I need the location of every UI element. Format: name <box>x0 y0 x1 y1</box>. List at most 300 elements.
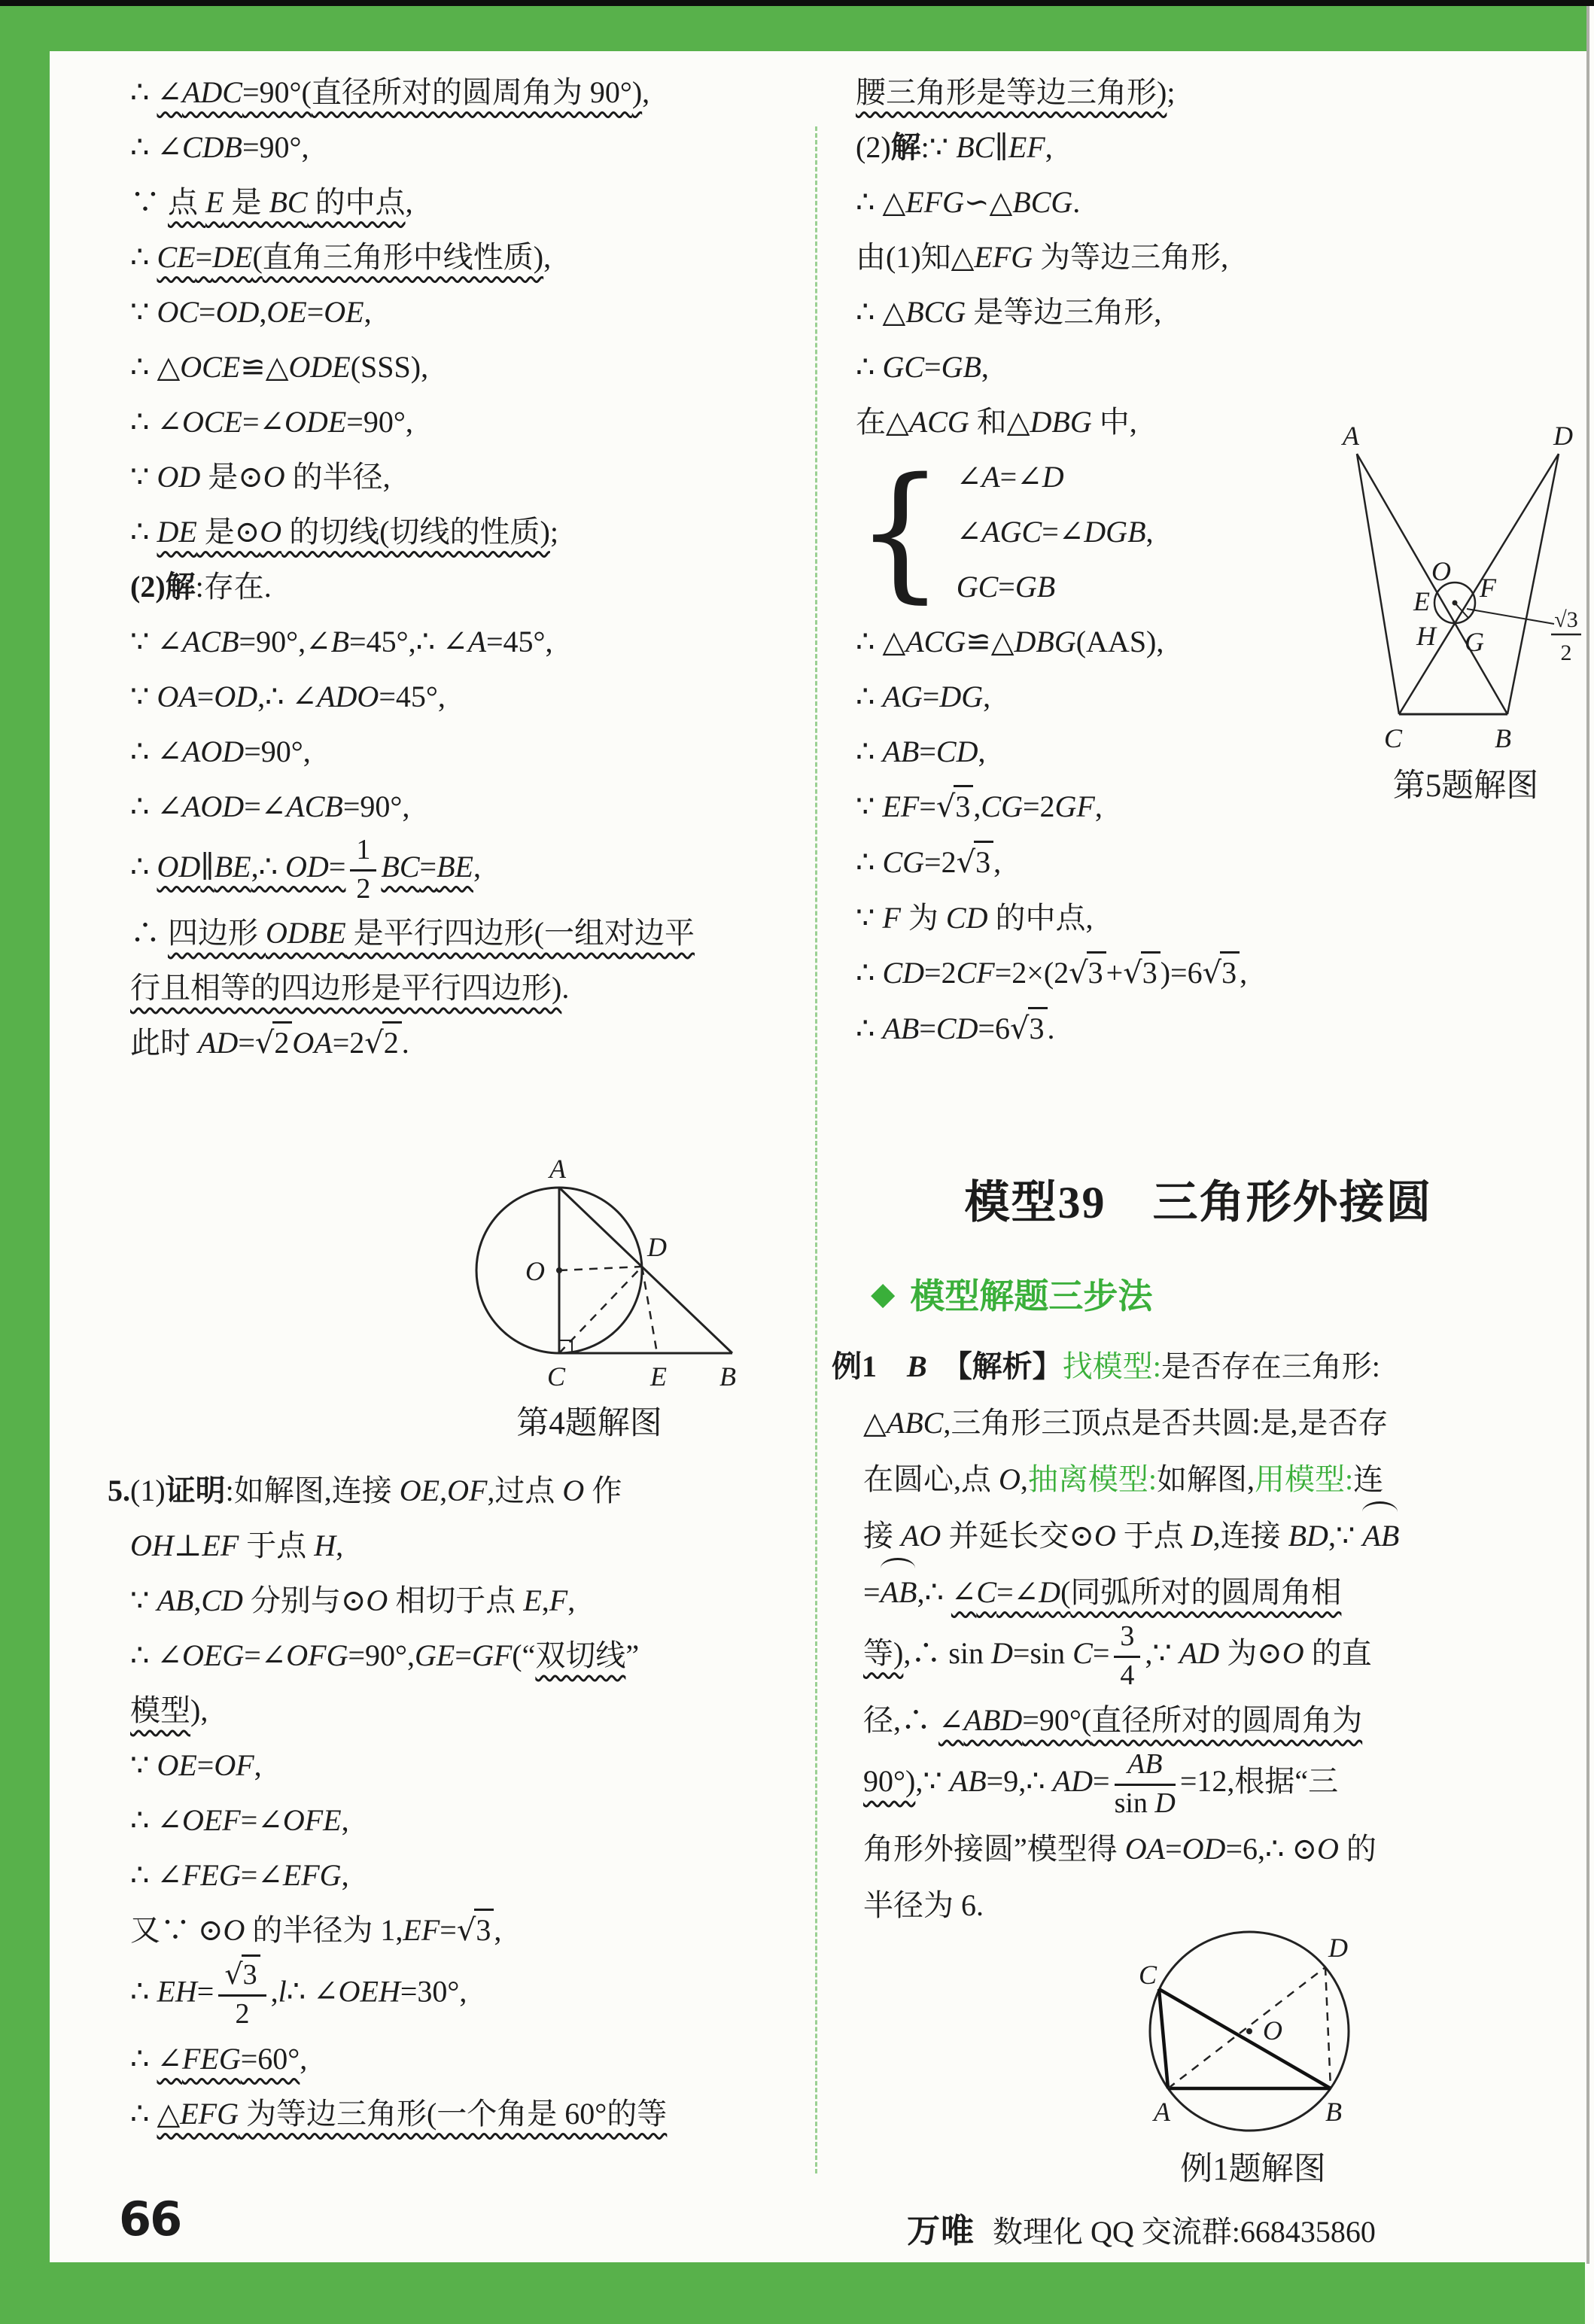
text-segment: AB <box>881 1564 917 1620</box>
text-line <box>832 284 1565 339</box>
text-segment: =6 <box>978 1011 1011 1045</box>
text-segment: , <box>270 1974 278 2009</box>
text-segment: DGB <box>1084 515 1146 549</box>
text-segment: ⊥ <box>173 1529 202 1563</box>
text-segment: AB <box>1127 1748 1163 1781</box>
text-segment: 【解析】 <box>957 1349 1063 1383</box>
text-segment: =30°, <box>400 1974 467 2009</box>
text-segment: EFG <box>180 2096 239 2131</box>
text-segment: 3 <box>1088 956 1103 990</box>
text-segment: 3 <box>476 1913 491 1948</box>
text-line <box>832 175 1565 230</box>
text-segment: = <box>328 849 346 884</box>
text-segment: 3 <box>975 845 991 879</box>
text-segment: ≌△ <box>966 625 1015 659</box>
text-segment: 的半径为 1, <box>245 1913 403 1948</box>
text-segment: BCG <box>1012 185 1073 219</box>
text-segment: , <box>993 845 1002 879</box>
text-line <box>832 1395 1565 1451</box>
green-frame-top <box>0 6 1586 51</box>
text-segment: ∵ <box>130 680 157 713</box>
text-segment: 3 <box>1120 1620 1135 1652</box>
text-segment: , <box>341 1858 349 1893</box>
text-segment: ∵ <box>130 185 168 219</box>
text-segment: O <box>366 1583 388 1618</box>
text-segment: ACG <box>908 405 969 439</box>
text-line <box>832 1507 1565 1564</box>
text-segment: O <box>1094 1519 1116 1553</box>
text-segment: ∵ <box>130 1583 157 1618</box>
text-line <box>108 1848 811 1903</box>
label-O: O <box>525 1256 545 1287</box>
text-segment: ACB <box>286 789 343 823</box>
text-segment: √3 <box>457 1913 494 1947</box>
text-segment: AD <box>198 1026 239 1060</box>
text-segment: 由(1)知△ <box>856 240 975 274</box>
text-segment: =90°, <box>348 1638 415 1673</box>
figure-problem5-drawing <box>1336 422 1594 757</box>
text-segment: ,连接 <box>1212 1519 1288 1553</box>
text-segment: ,∴ ∠ <box>257 680 318 713</box>
text-line <box>108 449 811 504</box>
text-segment: =∠ <box>996 1575 1039 1609</box>
text-segment: CD <box>935 1011 978 1045</box>
text-segment: ∥ <box>200 849 214 884</box>
crossing-lines <box>1357 454 1559 714</box>
text-segment: , <box>193 1583 202 1618</box>
text-segment: O <box>1316 1831 1339 1866</box>
text-segment: CF <box>956 956 995 990</box>
text-segment: = <box>196 680 214 713</box>
text-segment: 例1 <box>832 1349 877 1383</box>
text-segment: =45°,∴ ∠ <box>349 625 468 659</box>
text-segment: BC <box>269 185 308 219</box>
callout-line <box>1467 609 1554 624</box>
text-segment: √3 <box>957 845 994 879</box>
text-line <box>108 905 811 960</box>
text-segment: 于点 <box>239 1529 315 1563</box>
text-segment: 直角三角形中线性质 <box>262 240 534 274</box>
text-segment: D <box>1154 1787 1176 1820</box>
text-segment: √3 <box>936 789 974 823</box>
text-segment: 的直 <box>1303 1635 1372 1670</box>
model-method-label: 模型解题三步法 <box>910 1277 1153 1316</box>
text-segment: ∴ ∠ <box>286 1974 339 2009</box>
text-segment: =60° <box>240 2041 300 2076</box>
frac-numerator: √3 <box>1554 607 1578 632</box>
text-segment: F <box>549 1583 568 1618</box>
text-segment: 直径所对的圆周角为 <box>1091 1703 1363 1738</box>
text-segment: 的中点 <box>307 185 406 219</box>
text-segment: AOD <box>181 735 245 768</box>
text-segment: = <box>919 789 936 823</box>
text-segment: ∴ <box>856 680 883 713</box>
text-segment: AB <box>157 1583 194 1618</box>
text-segment: EFG <box>282 1858 342 1893</box>
text-segment: OF <box>214 1748 254 1783</box>
text-segment: , <box>405 185 413 219</box>
text-segment: 是否存在三角形: <box>1161 1349 1380 1383</box>
text-segment: AB <box>882 1011 920 1045</box>
text-segment: 又∵ ⊙ <box>130 1913 224 1948</box>
text-segment: , <box>1094 789 1103 823</box>
text-segment: = <box>922 680 940 713</box>
text-segment: , <box>494 1913 502 1948</box>
text-segment: =∠ <box>999 460 1042 494</box>
text-segment: 相切于点 <box>388 1583 524 1618</box>
text-segment: + <box>1106 956 1124 990</box>
figure-problem4-caption: 第4题解图 <box>516 1406 662 1442</box>
text-segment: (2) <box>130 570 166 604</box>
text-segment: = <box>1093 1764 1110 1799</box>
text-segment: = <box>440 1913 457 1948</box>
text-segment: 找模型 <box>1062 1349 1153 1383</box>
text-segment: ∴ <box>856 1011 883 1045</box>
text-segment: =45°, <box>486 625 553 659</box>
text-segment: BC <box>956 130 995 164</box>
text-segment: , <box>300 2041 308 2076</box>
text-segment: AOD <box>181 789 245 823</box>
text-segment: B <box>907 1349 927 1383</box>
text-segment: , <box>341 1803 349 1838</box>
text-line <box>108 1738 811 1793</box>
text-segment <box>218 1958 266 2030</box>
text-segment: 抽离模型 <box>1027 1462 1148 1496</box>
text-segment: ,∴ <box>251 849 286 884</box>
text-segment: =90°, <box>242 130 309 164</box>
text-segment: 3 <box>1142 956 1157 990</box>
text-segment: = <box>199 295 216 329</box>
text-segment: ∴ <box>856 735 883 768</box>
text-segment: ,∴ sin <box>903 1635 992 1670</box>
text-segment: OFG <box>286 1638 348 1673</box>
system-brace: { <box>856 446 945 617</box>
text-segment: ), <box>190 1693 208 1728</box>
text-segment: 同弧所对的圆周角相 <box>1070 1575 1342 1609</box>
text-segment <box>1114 1620 1140 1692</box>
label-C: C <box>1139 1959 1157 1990</box>
figure-problem5-caption: 第5题解图 <box>1392 768 1539 804</box>
text-segment: 2 <box>383 1026 399 1060</box>
text-segment: 证明 <box>165 1474 226 1508</box>
text-segment: AGC <box>981 515 1042 549</box>
text-segment: ∴ <box>856 350 883 384</box>
text-segment: ∠ <box>938 1703 964 1738</box>
text-segment: OD <box>157 849 201 884</box>
text-segment: ∴ <box>130 849 157 884</box>
text-segment: GF <box>1054 789 1095 823</box>
text-segment: ∠ <box>157 75 182 109</box>
text-line <box>108 669 811 724</box>
circle-and-triangle <box>476 1188 732 1353</box>
text-segment: ∠ <box>951 1575 977 1609</box>
text-segment: √2 <box>255 1026 293 1060</box>
text-segment: OEF <box>181 1803 241 1838</box>
text-segment: CD <box>945 901 988 935</box>
text-segment: C <box>976 1575 997 1609</box>
text-segment: =45°, <box>379 680 446 713</box>
figure-problem4-drawing <box>409 1146 770 1395</box>
text-line <box>832 120 1565 175</box>
text-line <box>832 1564 1565 1620</box>
text-segment: , <box>978 735 986 768</box>
text-segment: 1 <box>356 834 371 865</box>
text-segment: E <box>523 1583 542 1618</box>
text-segment: , <box>254 1748 262 1783</box>
text-segment: OE <box>266 295 307 329</box>
text-segment: OD <box>285 849 329 884</box>
center-dot <box>1246 2028 1252 2034</box>
model-39-title: 模型39 三角形外接圆 <box>964 1178 1433 1227</box>
text-segment: = <box>919 735 936 768</box>
text-segment: =90°, <box>244 735 311 768</box>
frac-denominator: 2 <box>1560 640 1572 665</box>
text-line <box>108 284 811 339</box>
text-segment: =6,∴ ⊙ <box>1225 1831 1317 1866</box>
text-segment: : <box>1148 1462 1157 1496</box>
label-B: B <box>1325 2096 1342 2127</box>
text-segment: 为等边三角形, <box>1033 240 1229 274</box>
text-line <box>832 1451 1565 1507</box>
text-segment: = <box>306 295 324 329</box>
text-line <box>108 2086 811 2141</box>
text-segment: ∵ <box>130 460 157 494</box>
sqrt3-over-2-label <box>1551 607 1581 665</box>
text-line <box>108 230 811 284</box>
text-segment: ∴ ∠ <box>130 735 182 768</box>
text-segment: ∴ △ <box>856 185 906 219</box>
figure-problem4 <box>409 1146 770 1446</box>
text-segment: ∴ <box>130 916 168 951</box>
text-segment: 点 <box>168 185 205 219</box>
text-segment: : <box>1152 1349 1161 1383</box>
text-segment: :存在. <box>195 570 272 604</box>
text-segment: 径,∴ <box>863 1703 938 1738</box>
text-segment: DG <box>939 680 984 713</box>
text-line <box>108 1518 811 1573</box>
text-line <box>108 120 811 175</box>
text-segment: OE <box>324 295 364 329</box>
text-segment: 5. <box>108 1474 130 1508</box>
text-segment <box>877 1349 907 1383</box>
text-segment: ∴ <box>130 2096 157 2131</box>
text-segment: DBG <box>1014 625 1076 659</box>
text-segment: 3 <box>955 789 971 823</box>
text-segment: 并延长交⊙ <box>941 1519 1094 1553</box>
text-segment: , <box>259 295 267 329</box>
text-segment: 2 <box>235 1998 250 2030</box>
text-segment: △ <box>863 1406 887 1440</box>
text-segment: BC <box>381 849 420 884</box>
text-line <box>832 230 1565 284</box>
text-segment: =9,∴ <box>986 1764 1053 1799</box>
text-line <box>832 1821 1565 1877</box>
text-segment: ∴ ∠ <box>130 130 182 164</box>
text-segment: 连 <box>1353 1462 1384 1496</box>
text-segment: 分别与⊙ <box>242 1583 367 1618</box>
text-line <box>108 1793 811 1848</box>
text-line <box>832 1748 1565 1820</box>
text-segment: EFG <box>905 185 964 219</box>
text-segment: OH <box>130 1529 174 1563</box>
text-segment: =sin <box>1012 1635 1073 1670</box>
label-D: D <box>1328 1932 1348 1963</box>
label-A: A <box>549 1154 566 1185</box>
text-segment: ∴ <box>856 956 883 990</box>
text-segment: C <box>1072 1635 1093 1670</box>
left-column <box>108 48 811 2141</box>
text-segment: , <box>1020 1462 1028 1496</box>
text-segment: 的切线(切线的性质) <box>281 515 550 549</box>
text-segment <box>350 834 376 905</box>
text-segment: ∠ <box>956 515 982 549</box>
green-frame-bottom <box>0 2262 1585 2324</box>
text-segment: 腰三角形是等边三角形) <box>856 75 1167 109</box>
text-segment: . <box>1072 185 1081 219</box>
text-segment: =2×(2 <box>994 956 1069 990</box>
text-segment: H <box>314 1529 336 1563</box>
text-segment: OD <box>214 680 258 713</box>
text-segment: OA <box>1124 1831 1166 1866</box>
text-segment: 的半径, <box>284 460 391 494</box>
text-segment: GB <box>1015 570 1056 604</box>
text-line <box>108 1573 811 1628</box>
text-segment: ACB <box>181 625 239 659</box>
text-segment: GC <box>882 350 925 384</box>
text-segment: ) <box>631 75 643 109</box>
text-segment: B <box>330 625 350 659</box>
text-segment: 半径为 6. <box>863 1887 984 1922</box>
label-D: D <box>1553 422 1573 451</box>
text-segment: (SSS), <box>350 350 429 384</box>
text-segment: AB <box>949 1764 987 1799</box>
text-segment: △ <box>157 2096 181 2131</box>
text-segment: 是⊙ <box>196 515 260 549</box>
text-segment: OD <box>157 460 201 494</box>
text-segment: ∠ <box>956 460 982 494</box>
text-segment: 3 <box>1221 956 1237 990</box>
auxiliary-dashed-lines <box>1168 1967 1331 2088</box>
text-segment: ODE <box>288 350 351 384</box>
text-segment: ” <box>625 1638 640 1673</box>
page-edge-right <box>1586 6 1589 2264</box>
text-segment: , <box>1145 515 1154 549</box>
text-segment: =2 <box>924 956 957 990</box>
text-line <box>832 1001 1565 1057</box>
example1-analysis <box>832 1338 1565 1933</box>
text-segment: OCE <box>181 405 242 439</box>
text-line <box>108 175 811 230</box>
text-segment: O <box>223 1913 245 1948</box>
text-segment: 此时 <box>130 1026 198 1060</box>
text-segment: OA <box>157 680 197 713</box>
text-segment: √3 <box>1010 1011 1048 1045</box>
text-segment: 模型 <box>130 1693 190 1728</box>
text-segment: √3 <box>1203 956 1240 990</box>
text-segment: OC <box>157 295 199 329</box>
text-segment: )=6 <box>1160 956 1203 990</box>
label-D: D <box>647 1232 667 1263</box>
text-segment: AO <box>901 1519 941 1553</box>
text-segment: 作 <box>584 1474 622 1508</box>
text-segment: = <box>863 1575 881 1609</box>
text-segment: = <box>196 1748 214 1783</box>
text-segment: , <box>1045 130 1053 164</box>
text-segment: BCG <box>905 295 966 329</box>
text-segment: ∵ ∠ <box>130 625 182 659</box>
text-segment: DBG <box>1030 405 1092 439</box>
text-line <box>108 2031 811 2086</box>
text-segment: CD <box>935 735 978 768</box>
text-line <box>108 394 811 449</box>
text-segment: O <box>999 1462 1021 1496</box>
model-method-subhead <box>832 1269 1565 1319</box>
text-segment: OEH <box>338 1974 400 2009</box>
text-line <box>108 834 811 905</box>
text-segment: = <box>196 1974 214 2009</box>
text-segment: , <box>567 1583 576 1618</box>
text-segment: OE <box>399 1474 440 1508</box>
text-segment: ,∵ <box>1328 1519 1363 1553</box>
text-segment: ∴ △ <box>856 625 906 659</box>
text-segment: ∴ <box>130 1974 157 2009</box>
text-segment: √3 <box>1069 956 1106 990</box>
text-segment: , <box>973 789 981 823</box>
text-segment: ∽△ <box>963 185 1013 219</box>
text-segment: 角形外接圆”模型得 <box>863 1831 1125 1866</box>
text-segment: A <box>981 460 1000 494</box>
footer-line <box>907 2204 1376 2252</box>
text-segment: ∴ ∠ <box>130 405 182 439</box>
text-segment: AG <box>882 680 923 713</box>
text-segment: (2) <box>856 130 891 164</box>
label-G: G <box>1465 627 1484 657</box>
text-line <box>832 65 1565 120</box>
text-segment: ,过点 <box>487 1474 563 1508</box>
text-segment: D <box>1039 1575 1061 1609</box>
text-segment: . <box>1047 1011 1055 1045</box>
text-segment: GC <box>956 570 999 604</box>
text-segment: 如解图, <box>1157 1462 1255 1496</box>
text-segment: AB <box>1362 1507 1399 1564</box>
text-segment: , <box>1240 956 1248 990</box>
text-segment: , <box>642 75 650 109</box>
label-A: A <box>1154 2096 1170 2127</box>
text-segment: √3 <box>224 1959 260 1991</box>
text-segment: = <box>998 570 1015 604</box>
text-segment: 90°) <box>863 1764 916 1799</box>
proof-lines-problem4 <box>108 65 811 1071</box>
text-segment: AB <box>882 735 920 768</box>
text-segment: ,∵ <box>915 1764 950 1799</box>
text-line <box>832 890 1565 945</box>
text-segment: A <box>467 625 486 659</box>
text-segment: (AAS), <box>1075 625 1164 659</box>
text-segment: D <box>991 1635 1013 1670</box>
text-segment: 的 <box>1338 1831 1376 1866</box>
text-segment: OFE <box>282 1803 342 1838</box>
text-line <box>108 1683 811 1738</box>
text-segment: ∥ <box>994 130 1008 164</box>
text-segment: 直径所对的圆周角为 90° <box>311 75 632 109</box>
text-segment: 4 <box>1120 1659 1135 1691</box>
text-segment: 和△ <box>969 405 1030 439</box>
text-line <box>108 1463 811 1518</box>
text-segment: = <box>455 1638 472 1673</box>
text-segment: =∠ <box>242 405 285 439</box>
text-segment: :∵ <box>920 130 957 164</box>
text-segment: ∴ ∠ <box>130 789 182 823</box>
